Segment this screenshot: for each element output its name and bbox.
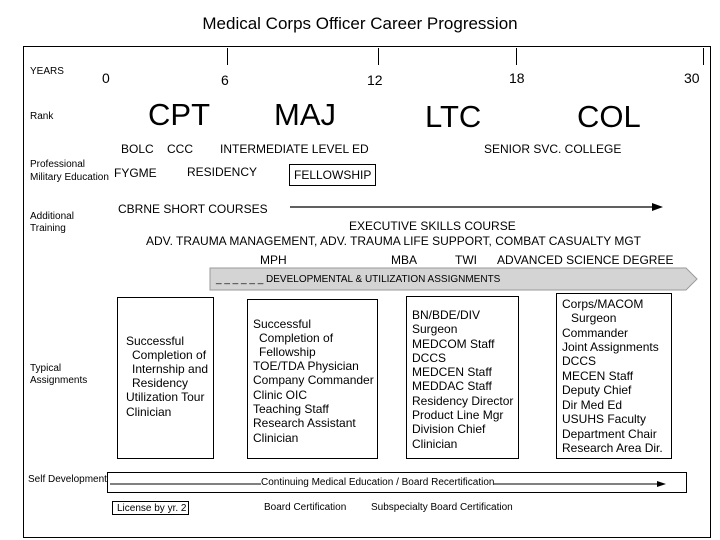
training-twi: TWI	[455, 253, 477, 267]
training-mph: MPH	[260, 253, 287, 267]
training-cbrne: CBRNE SHORT COURSES	[118, 202, 268, 216]
rank-col: COL	[577, 99, 641, 134]
year-30: 30	[684, 70, 700, 86]
assignment-col4-line9: USUHS Faculty	[562, 412, 647, 426]
training-adv-science: ADVANCED SCIENCE DEGREE	[497, 253, 674, 267]
assignment-col3-line1: BN/BDE/DIV	[412, 308, 481, 322]
rank-label: Rank	[30, 111, 54, 122]
rank-ltc: LTC	[425, 99, 482, 134]
assignment-col3-line7: Residency Director	[412, 394, 514, 408]
assignment-col2-line3: Fellowship	[259, 345, 316, 359]
assignment-box-3	[406, 296, 519, 459]
assignment-col4-line4: Joint Assignments	[562, 340, 659, 354]
pme-label-line2: Military Education	[30, 172, 109, 183]
pme-senior: SENIOR SVC. COLLEGE	[484, 142, 622, 156]
assignment-col1-line4: Residency	[132, 376, 189, 390]
assignment-box-2	[247, 299, 378, 459]
assignment-col4-line8: Dir Med Ed	[562, 398, 623, 412]
years-label: YEARS	[30, 66, 64, 77]
assignments-label-line2: Assignments	[30, 375, 88, 386]
pme-residency: RESIDENCY	[187, 165, 258, 179]
assignment-col1-line3: Internship and	[132, 362, 209, 376]
assignment-col4-line11: Research Area Dir.	[562, 441, 663, 455]
assignment-col3-line6: MEDDAC Staff	[412, 379, 492, 393]
developmental-bar-label: _ _ _ _ _ _ DEVELOPMENTAL & UTILIZATION ASSIGNMENTS	[216, 274, 501, 285]
self-dev-cme: Continuing Medical Education / Board Recertification	[261, 477, 495, 488]
year-18: 18	[509, 70, 525, 86]
assignment-col4-line7: Deputy Chief	[562, 383, 632, 397]
rank-maj: MAJ	[274, 97, 336, 132]
assignment-col3-line3: MEDCOM Staff	[412, 337, 495, 351]
assignment-col2-line7: Teaching Staff	[253, 402, 329, 416]
assignment-col3-line10: Clinician	[412, 437, 458, 451]
self-development-label: Self Development	[28, 474, 107, 485]
page-title: Medical Corps Officer Career Progression	[202, 14, 518, 33]
training-mba: MBA	[391, 253, 418, 267]
assignment-col1-line5: Utilization Tour	[126, 390, 205, 404]
self-dev-board: Board Certification	[264, 502, 347, 513]
assignment-col3-line4: DCCS	[412, 351, 447, 365]
rank-cpt: CPT	[148, 97, 210, 132]
cbrne-arrow-head	[652, 203, 663, 211]
year-6: 6	[221, 72, 229, 88]
assignment-col3-line2: Surgeon	[412, 322, 458, 336]
year-0: 0	[102, 70, 110, 86]
assignment-col2-line2: Completion of	[259, 331, 334, 345]
pme-label-line1: Professional	[30, 159, 86, 170]
pme-fellowship: FELLOWSHIP	[294, 168, 372, 182]
license-box	[112, 501, 189, 515]
assignment-col4-line5: DCCS	[562, 354, 597, 368]
assignment-box-1	[117, 297, 214, 459]
pme-fygme: FYGME	[114, 166, 157, 180]
assignment-col2-line1: Successful	[253, 317, 312, 331]
assignment-box-4	[556, 293, 672, 459]
training-trauma: ADV. TRAUMA MANAGEMENT, ADV. TRAUMA LIFE SUPPORT, COMBAT CASUALTY MGT	[146, 234, 642, 248]
self-dev-subspecialty: Subspecialty Board Certification	[371, 502, 513, 513]
assignment-col1-line1: Successful	[126, 334, 185, 348]
assignment-col4-line6: MECEN Staff	[562, 369, 634, 383]
assignment-col4-line10: Department Chair	[562, 427, 657, 441]
assignment-col1-line2: Completion of	[132, 348, 207, 362]
assignment-col4-line1: Corps/MACOM	[562, 297, 644, 311]
assignment-col4-line3: Commander	[562, 326, 629, 340]
assignments-label-line1: Typical	[30, 363, 62, 374]
assignment-col3-line9: Division Chief	[412, 422, 486, 436]
year-12: 12	[367, 72, 383, 88]
assignment-col2-line5: Company Commander	[253, 373, 374, 387]
assignment-col2-line4: TOE/TDA Physician	[253, 359, 359, 373]
self-dev-license: License by yr. 2	[117, 503, 187, 514]
training-executive: EXECUTIVE SKILLS COURSE	[349, 219, 516, 233]
pme-intermediate: INTERMEDIATE LEVEL ED	[220, 142, 369, 156]
training-label-line1: Additional	[30, 211, 74, 222]
assignment-col3-line8: Product Line Mgr	[412, 408, 504, 422]
pme-bolc: BOLC	[121, 142, 154, 156]
assignment-col4-line2: Surgeon	[571, 311, 617, 325]
assignment-col2-line6: Clinic OIC	[253, 388, 308, 402]
pme-ccc: CCC	[167, 142, 193, 156]
training-label-line2: Training	[30, 223, 66, 234]
assignment-col2-line8: Research Assistant	[253, 416, 356, 430]
assignment-col3-line5: MEDCEN Staff	[412, 365, 492, 379]
assignment-col1-line6: Clinician	[126, 405, 172, 419]
assignment-col2-line9: Clinician	[253, 431, 299, 445]
